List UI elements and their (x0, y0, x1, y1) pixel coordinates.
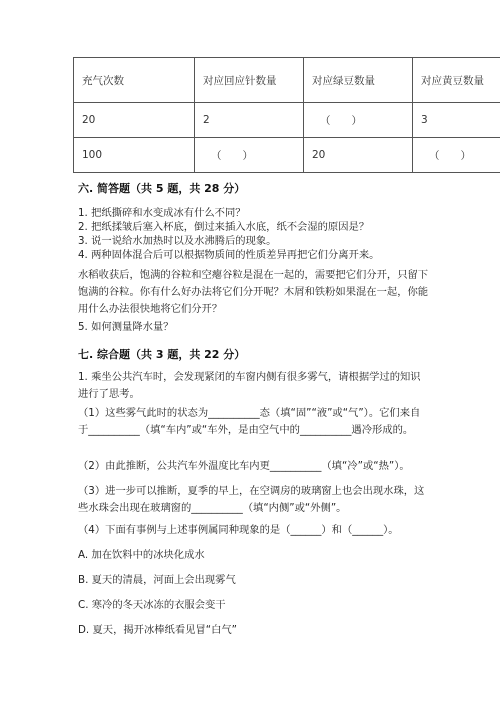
section-6-title: 六. 简答题（共 5 题，共 28 分） (78, 182, 246, 195)
table-header-cell: 充气次数 (74, 58, 195, 103)
sub-question-3: （3）进一步可以推断，夏季的早上，在空调房的玻璃窗上也会出现水珠，这些水珠会出现在玻璃窗的__________（填“内侧”或“外侧”。 (78, 485, 425, 514)
option-a: A. 加在饮料中的冰块化成水 (78, 549, 205, 561)
table-cell: 20 (74, 103, 195, 138)
option-b: B. 夏天的清晨，河面上会出现雾气 (78, 574, 236, 586)
table-row (74, 138, 500, 173)
table-header-cell: 对应黄豆数量 (413, 58, 500, 103)
table-cell: 20 (304, 138, 413, 173)
sub-question-4: （4）下面有事例与上述事例属同种现象的是（______）和（______）。 (78, 524, 399, 536)
comprehensive-intro: 1. 乘坐公共汽车时，会发现紧闭的车窗内侧有很多雾气，请根据学过的知识进行了思考。 (78, 371, 421, 400)
table-cell: 2 (195, 103, 304, 138)
option-c: C. 寒冷的冬天冰冻的衣服会变干 (78, 599, 226, 611)
table-cell-blank: （ ） (304, 103, 413, 138)
table-header-cell: 对应绿豆数量 (304, 58, 413, 103)
table-cell-blank: （ ） (413, 138, 500, 173)
table-header-row (74, 58, 500, 103)
question-5: 5. 如何测量降水量？ (78, 321, 174, 333)
table-header-cell: 对应回应针数量 (195, 58, 304, 103)
data-table (73, 57, 500, 173)
table-cell-blank: （ ） (195, 138, 304, 173)
question-2: 2. 把纸揉皱后塞入杯底，倒过来插入水底，纸不会湿的原因是？ (78, 221, 370, 233)
sub-question-1: （1）这些雾气此时的状态为__________态（填“固”“液”或“气”）。它们来自于__________（填“车内”或“车外，是由空气中的__________遇冷形成的。 (78, 407, 421, 436)
question-4: 4. 两种固体混合后可以根据物质间的性质差异再把它们分离开来。 (78, 249, 380, 261)
question-1: 1. 把纸撕碎和水变成冰有什么不同？ (78, 207, 246, 219)
option-d: D. 夏天，揭开冰棒纸看见冒“白气” (78, 624, 238, 636)
sub-question-2: （2）由此推断，公共汽车外温度比车内更__________（填“冷”或“热”）。 (78, 460, 410, 472)
question-4-text: 水稻收获后，饱满的谷粒和空瘪谷粒是混在一起的，需要把它们分开，只留下饱满的谷粒。你有什么好办法将它们分开呢？木屑和铁粉如果混在一起，你能用什么办法很快地将它们分开？ (78, 269, 429, 315)
table-cell: 3 (413, 103, 500, 138)
table-cell: 100 (74, 138, 195, 173)
table-row (74, 103, 500, 138)
section-7-title: 七. 综合题（共 3 题，共 22 分） (78, 348, 246, 361)
question-3: 3. 说一说给水加热时以及水沸腾后的现象。 (78, 235, 277, 247)
